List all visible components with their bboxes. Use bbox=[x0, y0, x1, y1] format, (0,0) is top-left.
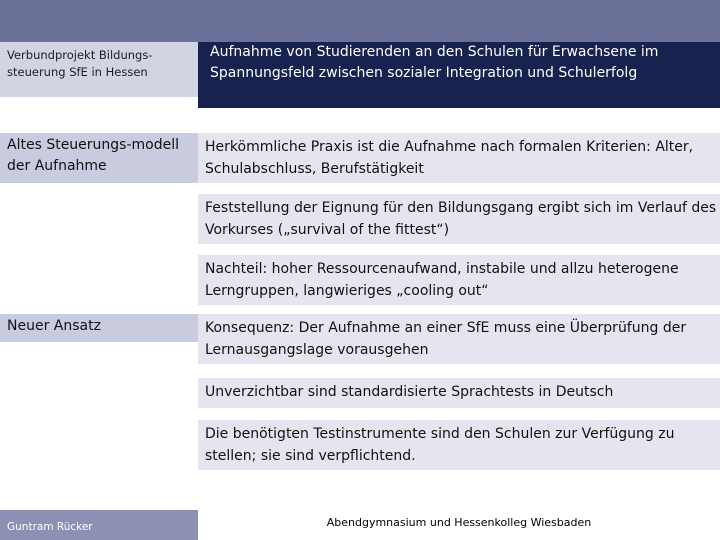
author-label: Guntram Rücker bbox=[0, 510, 198, 540]
bullet-item: Unverzichtbar sind standardisierte Sprachtests in Deutsch bbox=[198, 378, 720, 408]
new-approach-label: Neuer Ansatz bbox=[0, 314, 198, 342]
old-model-label: Altes Steuerungs-modell der Aufnahme bbox=[0, 133, 198, 183]
top-band bbox=[0, 0, 720, 42]
bullet-item: Nachteil: hoher Ressourcenaufwand, instabile und allzu heterogene Lerngruppen, langwieriges „cooling out“ bbox=[198, 255, 720, 305]
project-label: Verbundprojekt Bildungs-steuerung SfE in Hessen bbox=[0, 42, 198, 97]
bullet-item: Herkömmliche Praxis ist die Aufnahme nach formalen Kriterien: Alter, Schulabschluss, Berufstätigkeit bbox=[198, 133, 720, 183]
bullet-item: Konsequenz: Der Aufnahme an einer SfE muss eine Überprüfung der Lernausgangslage vorausgehen bbox=[198, 314, 720, 364]
school-label: Abendgymnasium und Hessenkolleg Wiesbaden bbox=[326, 516, 592, 529]
slide-title: Aufnahme von Studierenden an den Schulen für Erwachsene im Spannungsfeld zwischen sozialer Integration und Schulerfolg bbox=[198, 42, 720, 108]
bullet-item: Feststellung der Eignung für den Bildungsgang ergibt sich im Verlauf des Vorkurses („survival of the fittest“) bbox=[198, 194, 720, 244]
bullet-item: Die benötigten Testinstrumente sind den Schulen zur Verfügung zu stellen; sie sind verpflichtend. bbox=[198, 420, 720, 470]
